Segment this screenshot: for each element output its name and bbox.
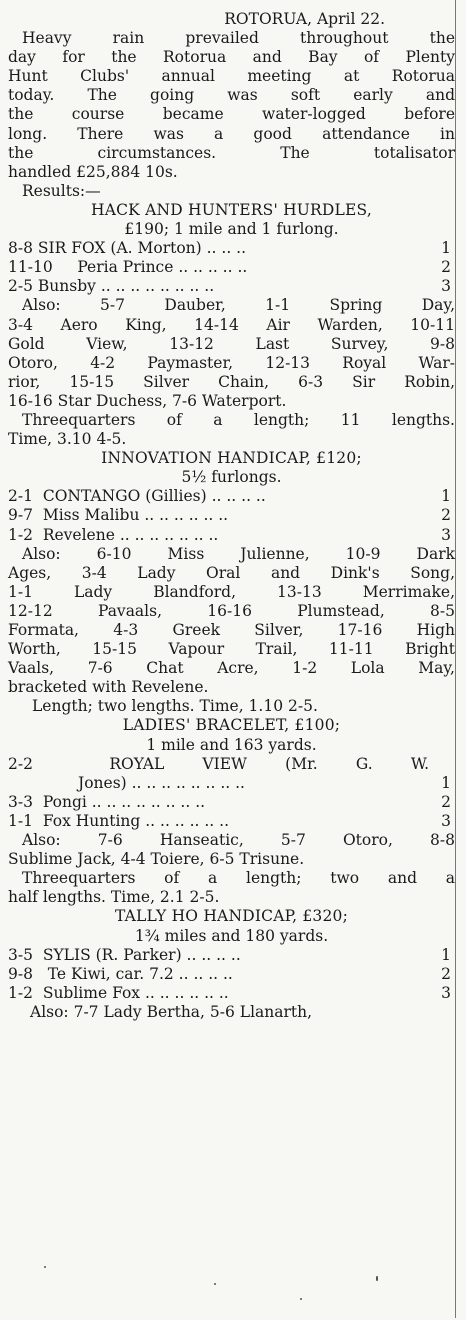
placing-horse: Revelene .. .. .. .. .. .. ..	[42, 525, 219, 544]
race-title: HACK AND HUNTERS' HURDLES,	[91, 200, 372, 219]
placing-row	[8, 239, 455, 258]
placing-odds: 2-5	[8, 277, 33, 296]
placing-odds: 9-8	[8, 964, 33, 983]
clipped-headline-remnant	[8, 0, 455, 10]
placing-row	[8, 755, 455, 774]
also-ran-line: 3-4 Aero King, 14-14 Air Warden, 10-11	[8, 315, 455, 334]
placing-row	[8, 793, 455, 812]
placing-odds: 11-10	[8, 258, 53, 277]
intro-line: day for the Rotorua and Bay of Plenty	[8, 48, 455, 67]
placing-position: 2	[441, 258, 451, 277]
race-subtitle: 5½ furlongs.	[181, 468, 282, 487]
race-title: LADIES' BRACELET, £100;	[122, 716, 341, 735]
intro-line: the circumstances. The totalisator	[8, 143, 455, 162]
also-ran-line: Otoro, 4-2 Paymaster, 12-13 Royal War-	[8, 353, 455, 372]
margins-line: half lengths. Time, 2.1 2-5.	[8, 888, 220, 907]
race-block	[8, 449, 455, 716]
placing-row	[8, 812, 455, 831]
intro-line: Hunt Clubs' annual meeting at Rotorua	[8, 67, 455, 86]
placing-position: 3	[441, 811, 451, 830]
placing-horse: CONTANGO (Gillies) .. .. .. ..	[42, 487, 266, 506]
placing-horse: SYLIS (R. Parker) .. .. .. ..	[42, 945, 241, 964]
placing-row	[8, 487, 455, 506]
placing-position: 1	[441, 487, 451, 506]
intro-line: today. The going was soft early and	[8, 86, 455, 105]
also-ran-line: Sublime Jack, 4-4 Toiere, 6-5 Trisune.	[8, 850, 305, 869]
also-ran-line: Vaals, 7-6 Chat Acre, 1-2 Lola May,	[8, 659, 455, 678]
also-ran-line: 16-16 Star Duchess, 7-6 Waterport.	[8, 391, 287, 410]
placing-row	[8, 506, 455, 525]
placing-odds: 9-7	[8, 506, 33, 525]
race-block	[8, 907, 455, 1022]
placing-odds: 2-1	[8, 487, 33, 506]
also-ran-line: Also: 5-7 Dauber, 1-1 Spring Day,	[22, 296, 455, 315]
placing-row	[8, 277, 455, 296]
placing-horse: Bunsby .. .. .. .. .. .. .. ..	[37, 277, 215, 296]
dateline: ROTORUA, April 22.	[224, 10, 385, 28]
placing-row	[8, 965, 455, 984]
placing-odds: 2-2	[8, 754, 33, 773]
intro-line: the course became water-logged before	[8, 105, 455, 124]
placing-row	[8, 946, 455, 965]
race-subtitle: 1 mile and 163 yards.	[146, 735, 317, 754]
placing-position: 1	[441, 945, 451, 964]
placing-row	[8, 774, 455, 793]
placing-horse: Fox Hunting .. .. .. .. .. ..	[42, 811, 229, 830]
placing-position: 2	[441, 964, 451, 983]
placing-odds: 1-2	[8, 983, 33, 1002]
placing-odds: 3-5	[8, 945, 33, 964]
also-ran-line: bracketed with Revelene.	[8, 678, 209, 697]
placing-position: 3	[441, 277, 451, 296]
margins-line: Length; two lengths. Time, 1.10 2-5.	[32, 697, 318, 716]
also-ran-line: rior, 15-15 Silver Chain, 6-3 Sir Robin,	[8, 372, 455, 391]
placing-odds: 1-2	[8, 525, 33, 544]
placing-horse: Pongi .. .. .. .. .. .. .. ..	[42, 792, 206, 811]
margins-line: Threequarters of a length; two and a	[22, 869, 455, 888]
placing-position: 2	[441, 506, 451, 525]
intro-line: handled £25,884 10s.	[8, 162, 178, 181]
placing-horse: Miss Malibu .. .. .. .. .. ..	[42, 506, 229, 525]
also-ran-line: Also: 6-10 Miss Julienne, 10-9 Dark	[22, 544, 455, 563]
placing-row	[8, 984, 455, 1003]
print-speck	[44, 1266, 46, 1268]
race-title: TALLY HO HANDICAP, £320;	[114, 907, 349, 926]
print-speck	[376, 1276, 378, 1281]
margins-line: Time, 3.10 4-5.	[8, 430, 127, 449]
intro-line: long. There was a good attendance in	[8, 124, 455, 143]
also-ran-line: Gold View, 13-12 Last Survey, 9-8	[8, 334, 455, 353]
also-ran-line: Formata, 4-3 Greek Silver, 17-16 High	[8, 621, 455, 639]
also-ran-line: Worth, 15-15 Vapour Trail, 11-11 Bright	[8, 640, 455, 659]
race-subtitle: 1¾ miles and 180 yards.	[134, 926, 329, 945]
also-ran-line: Also: 7-6 Hanseatic, 5-7 Otoro, 8-8	[22, 831, 455, 850]
margins-line: Threequarters of a length; 11 lengths.	[22, 410, 455, 429]
placing-position: 2	[441, 792, 451, 811]
intro-line: Heavy rain prevailed throughout the	[22, 29, 455, 48]
intro-paragraph	[8, 29, 455, 182]
placing-position: 3	[441, 525, 451, 544]
placing-position: 3	[441, 983, 451, 1002]
placing-position: 1	[441, 773, 451, 792]
placing-position	[447, 755, 455, 774]
print-speck	[300, 1298, 302, 1300]
also-ran-line: 1-1 Lady Blandford, 13-13 Merrimake,	[8, 582, 455, 601]
placing-odds: 8-8	[8, 239, 33, 258]
race-block	[8, 716, 455, 907]
placing-horse: Te Kiwi, car. 7.2 .. .. .. ..	[47, 964, 233, 983]
race-block	[8, 201, 455, 449]
race-title: INNOVATION HANDICAP, £120;	[101, 449, 362, 468]
placing-odds: 3-3	[8, 792, 33, 811]
results-label: Results:—	[22, 181, 101, 200]
placing-row	[8, 526, 455, 545]
print-speck	[214, 1283, 216, 1285]
placing-horse: SIR FOX (A. Morton) .. .. ..	[37, 239, 247, 258]
placing-horse: Sublime Fox .. .. .. .. .. ..	[42, 983, 229, 1002]
also-ran-line: Ages, 3-4 Lady Oral and Dink's Song,	[8, 563, 455, 582]
placing-odds: 1-1	[8, 811, 33, 830]
placing-horse: Jones) .. .. .. .. .. .. .. ..	[78, 773, 245, 792]
placing-horse: ROYAL VIEW (Mr. G. W.	[109, 754, 429, 773]
placing-row	[8, 258, 455, 277]
race-subtitle: £190; 1 mile and 1 furlong.	[124, 220, 339, 239]
placing-horse: Peria Prince .. .. .. .. ..	[77, 258, 248, 277]
placing-position: 1	[441, 239, 451, 258]
also-ran-line: Also: 7-7 Lady Bertha, 5-6 Llanarth,	[30, 1002, 313, 1021]
also-ran-line: 12-12 Pavaals, 16-16 Plumstead, 8-5	[8, 601, 455, 620]
